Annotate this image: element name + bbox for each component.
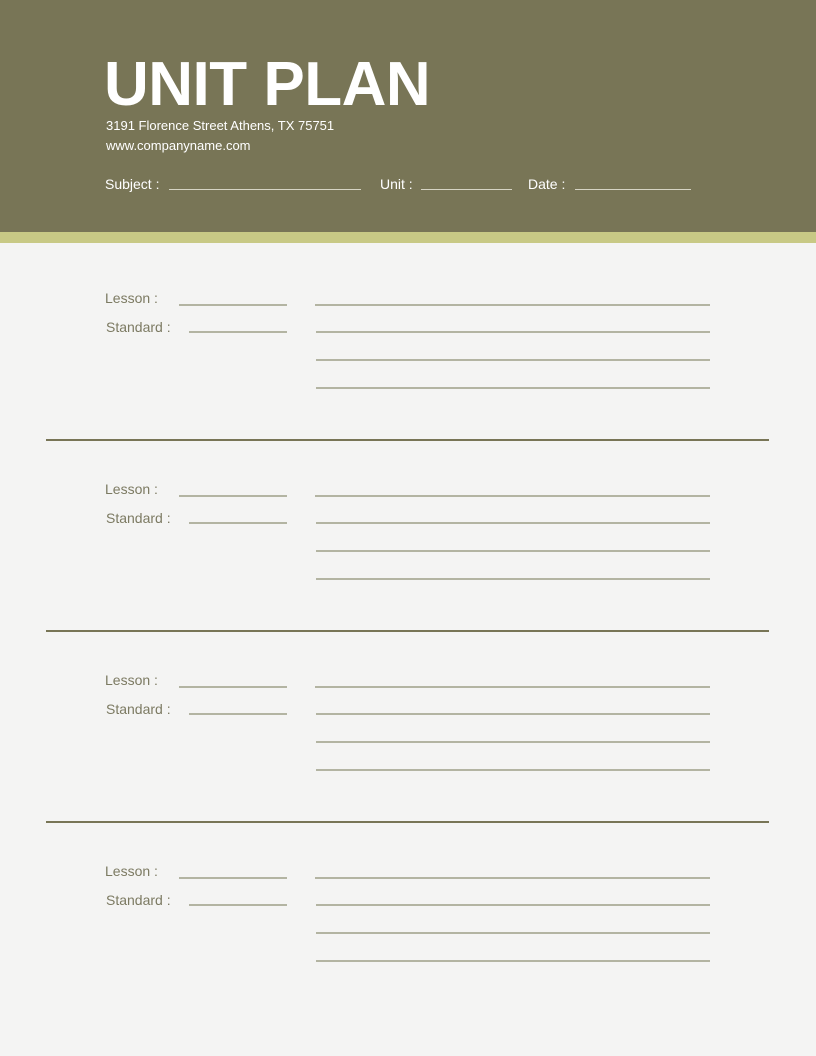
lesson-field[interactable]	[179, 877, 287, 879]
standard-field[interactable]	[189, 713, 287, 715]
lesson-label: Lesson :	[105, 672, 158, 688]
notes-line[interactable]	[316, 932, 710, 934]
lesson-field[interactable]	[179, 495, 287, 497]
notes-line[interactable]	[315, 686, 710, 688]
lesson-section	[0, 282, 816, 462]
subject-field[interactable]	[169, 189, 361, 190]
date-label: Date :	[528, 176, 566, 192]
lesson-field[interactable]	[179, 304, 287, 306]
section-divider	[46, 630, 769, 632]
lesson-label: Lesson :	[105, 481, 158, 497]
lesson-section	[0, 473, 816, 653]
page-title: UNIT PLAN	[104, 50, 431, 119]
unit-label: Unit :	[380, 176, 413, 192]
date-field[interactable]	[575, 189, 691, 190]
website: www.companyname.com	[106, 138, 251, 153]
notes-line[interactable]	[316, 359, 710, 361]
lesson-label: Lesson :	[105, 290, 158, 306]
notes-line[interactable]	[316, 550, 710, 552]
lesson-label: Lesson :	[105, 863, 158, 879]
notes-line[interactable]	[315, 877, 710, 879]
notes-line[interactable]	[316, 522, 710, 524]
section-divider	[46, 439, 769, 441]
notes-line[interactable]	[316, 769, 710, 771]
accent-stripe	[0, 232, 816, 243]
subject-label: Subject :	[105, 176, 160, 192]
notes-line[interactable]	[316, 960, 710, 962]
lesson-section	[0, 855, 816, 1035]
standard-field[interactable]	[189, 331, 287, 333]
lesson-section	[0, 664, 816, 844]
section-divider	[46, 821, 769, 823]
notes-line[interactable]	[316, 331, 710, 333]
notes-line[interactable]	[315, 495, 710, 497]
standard-label: Standard :	[106, 892, 171, 908]
address: 3191 Florence Street Athens, TX 75751	[106, 118, 335, 133]
notes-line[interactable]	[315, 304, 710, 306]
standard-field[interactable]	[189, 522, 287, 524]
notes-line[interactable]	[316, 741, 710, 743]
notes-line[interactable]	[316, 578, 710, 580]
notes-line[interactable]	[316, 713, 710, 715]
standard-field[interactable]	[189, 904, 287, 906]
notes-line[interactable]	[316, 387, 710, 389]
header-banner	[0, 0, 816, 232]
lesson-field[interactable]	[179, 686, 287, 688]
standard-label: Standard :	[106, 510, 171, 526]
unit-field[interactable]	[421, 189, 512, 190]
standard-label: Standard :	[106, 319, 171, 335]
standard-label: Standard :	[106, 701, 171, 717]
notes-line[interactable]	[316, 904, 710, 906]
